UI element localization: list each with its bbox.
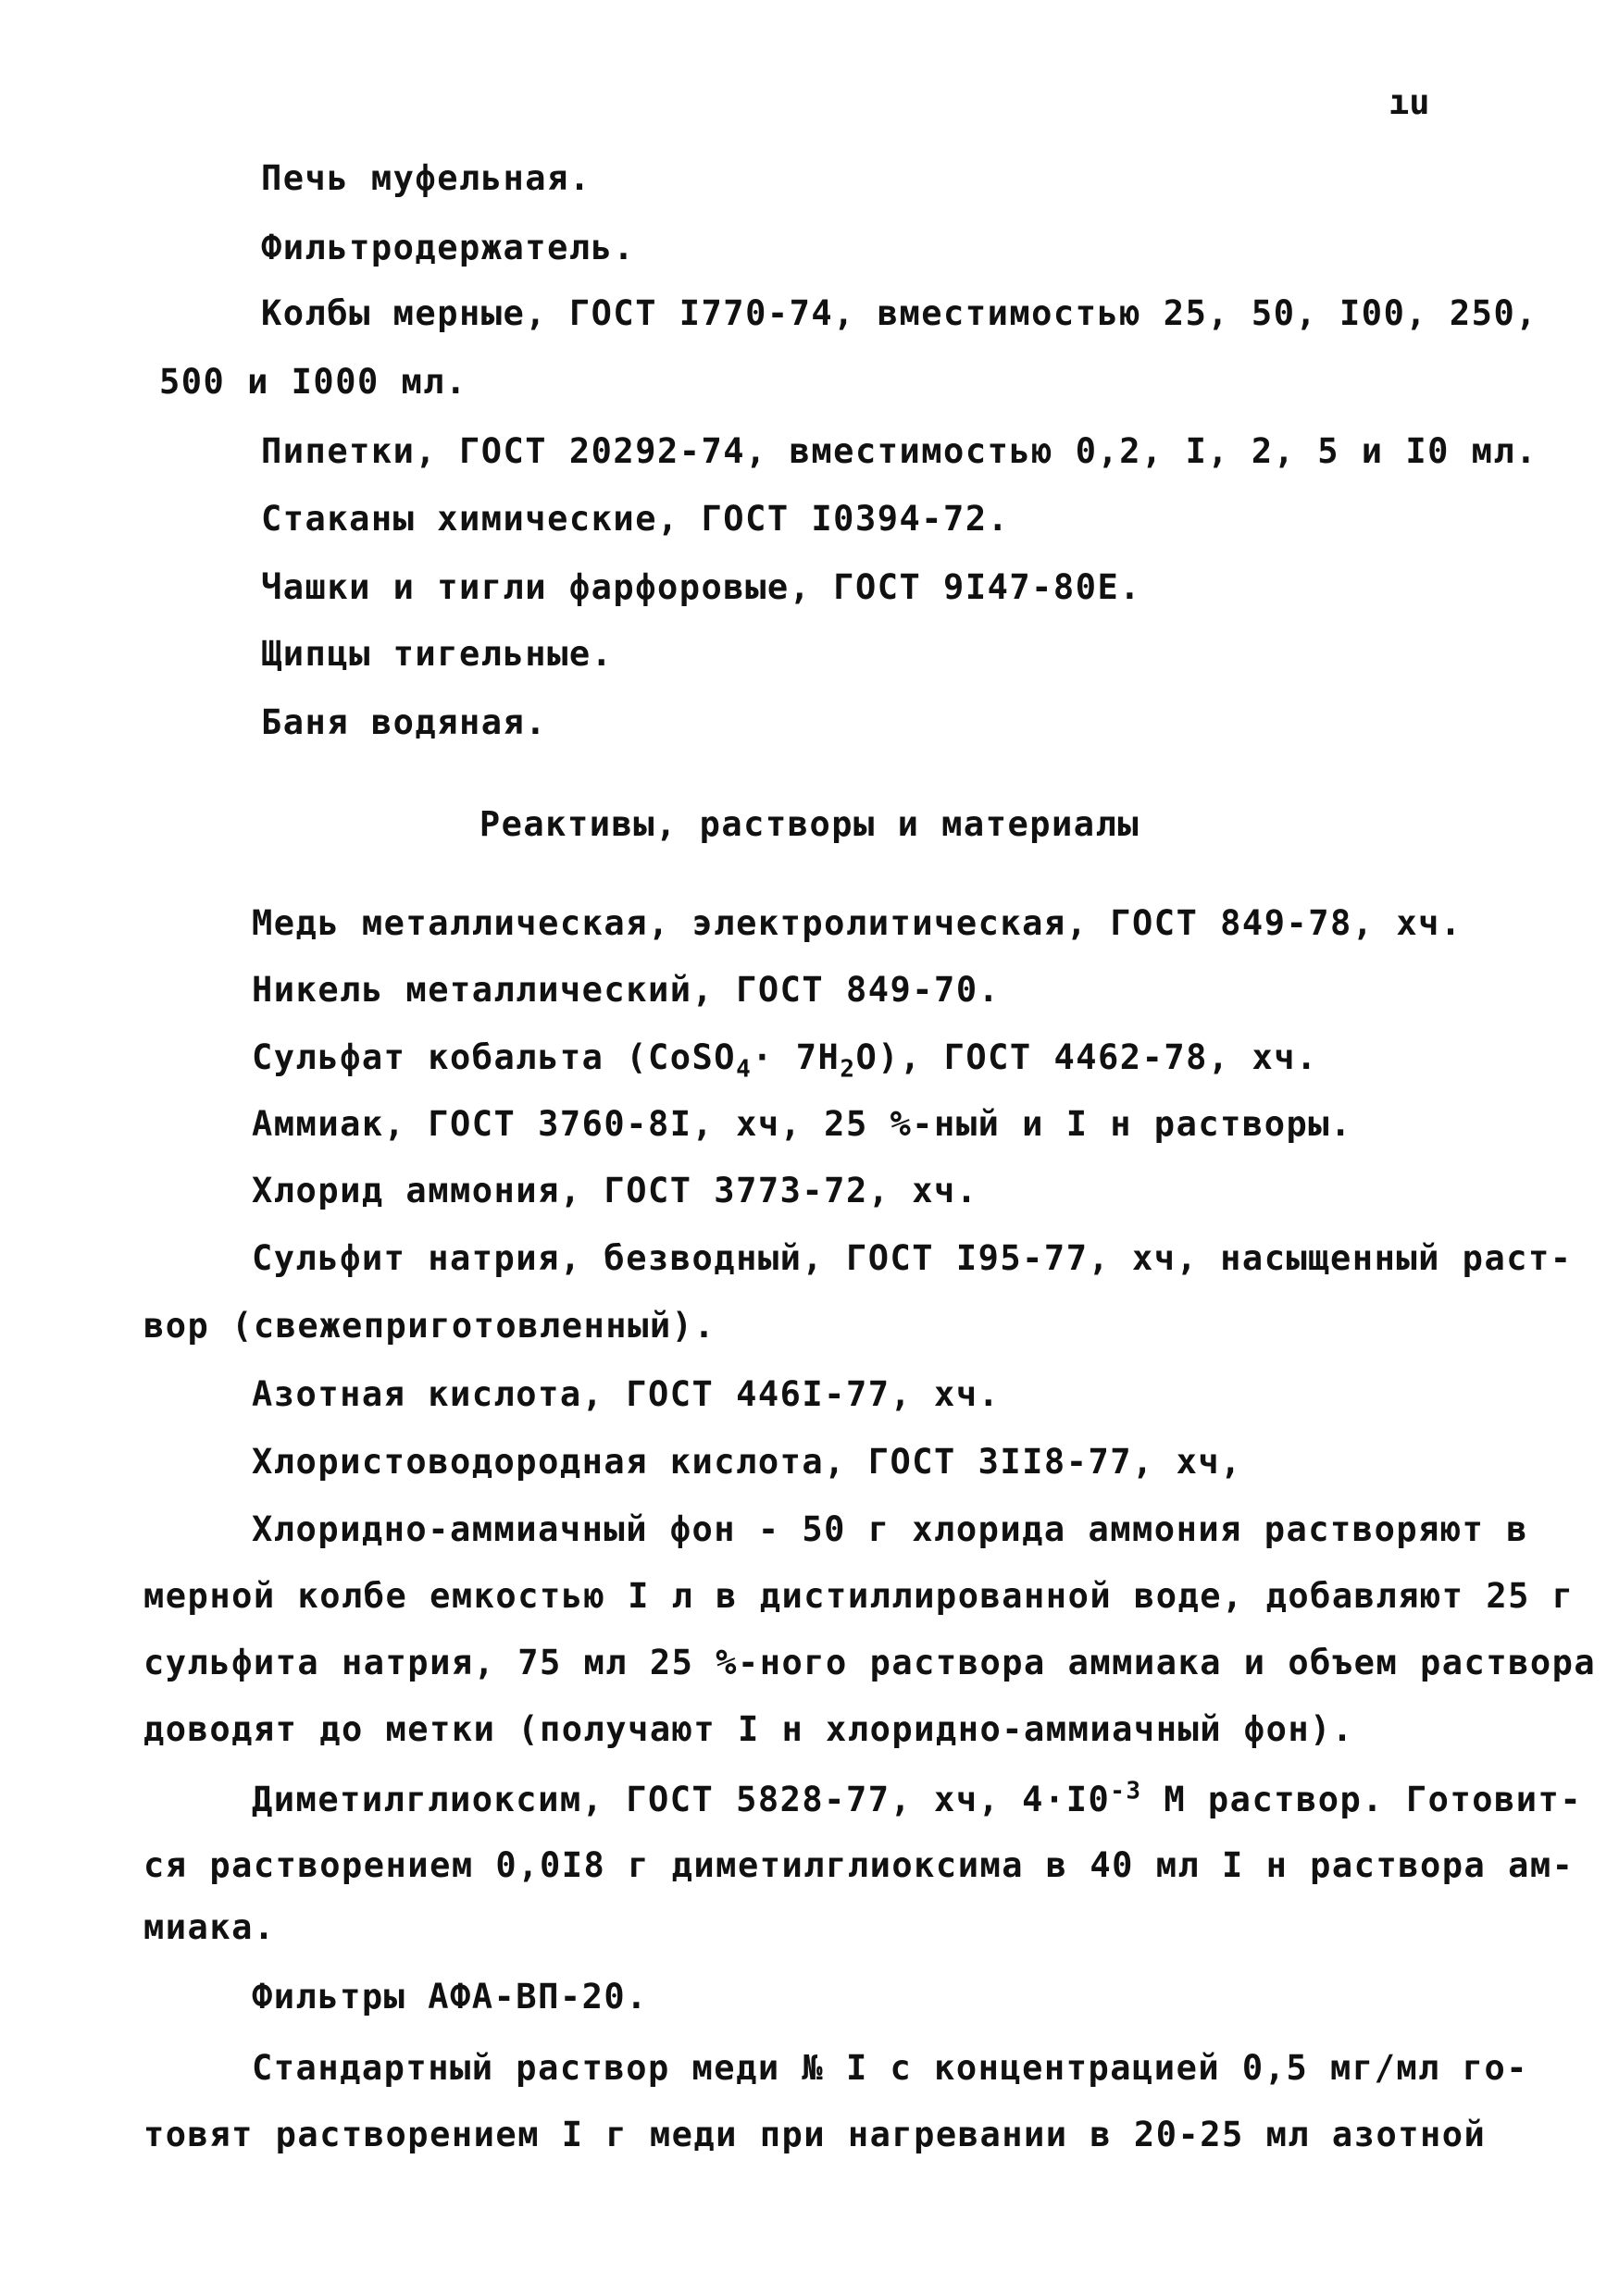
reagent-line-background-4: доводят до метки (получают I н хлоридно-аммиачный фон). [143, 1709, 1354, 1749]
equipment-line-beakers: Стаканы химические, ГОСТ I0394-72. [261, 499, 1010, 539]
reagent-dmg-part-a: Диметилглиоксим, ГОСТ 5828-77, хч, 4·I0 [252, 1780, 1111, 1819]
equipment-line-pipettes: Пипетки, ГОСТ 20292-74, вместимостью 0,2, I, 2, 5 и I0 мл. [261, 431, 1538, 471]
reagent-cobalt-part-b: · 7H [752, 1037, 841, 1077]
reagent-line-hydrochloric-acid: Хлористоводородная кислота, ГОСТ 3II8-77, хч, [252, 1442, 1242, 1482]
reagent-dmg-exponent: -3 [1110, 1777, 1142, 1806]
reagent-line-copper: Медь металлическая, электролитическая, ГОСТ 849-78, хч. [252, 903, 1463, 943]
reagent-line-background-1: Хлоридно-аммиачный фон - 50 г хлорида аммония растворяют в [252, 1509, 1529, 1549]
reagent-line-ammonium-chloride: Хлорид аммония, ГОСТ 3773-72, хч. [252, 1171, 978, 1210]
reagent-line-nickel: Никель металлический, ГОСТ 849-70. [252, 970, 1001, 1010]
reagent-line-dimethylglyoxime-1 [252, 1779, 1582, 1821]
reagent-cobalt-sub-2: 2 [840, 1055, 856, 1084]
equipment-line-flasks: Колбы мерные, ГОСТ I770-74, вместимостью 25, 50, I00, 250, [261, 293, 1538, 333]
reagent-line-nitric-acid: Азотная кислота, ГОСТ 446I-77, хч. [252, 1374, 1001, 1414]
equipment-line-flasks-cont: 500 и I000 мл. [159, 362, 467, 402]
equipment-line-water-bath: Баня водяная. [261, 702, 548, 742]
reagent-line-copper-standard-1: Стандартный раствор меди № I с концентрацией 0,5 мг/мл го- [252, 2048, 1529, 2088]
equipment-line-muffle-furnace: Печь муфельная. [261, 158, 592, 198]
reagent-cobalt-sub-4: 4 [736, 1055, 753, 1084]
equipment-line-filter-holder: Фильтродержатель. [261, 228, 636, 267]
equipment-line-crucibles: Чашки и тигли фарфоровые, ГОСТ 9I47-80Е. [261, 567, 1142, 607]
reagent-cobalt-part-c: O), ГОСТ 4462-78, хч. [855, 1037, 1318, 1077]
equipment-line-tongs: Щипцы тигельные. [261, 634, 614, 674]
reagent-line-background-2: мерной колбе емкостью I л в дистиллированной воде, добавляют 25 г [143, 1576, 1575, 1616]
reagent-line-copper-standard-2: товят растворением I г меди при нагревании в 20-25 мл азотной [143, 2115, 1487, 2154]
reagent-line-sodium-sulfite: Сульфит натрия, безводный, ГОСТ I95-77, хч, насыщенный раст- [252, 1238, 1573, 1278]
reagent-line-sodium-sulfite-cont: вор (свежеприготовленный). [143, 1306, 716, 1346]
reagent-line-filters: Фильтры АФА-ВП-20. [252, 1977, 648, 2017]
reagent-dmg-part-b: М раствор. Готовит- [1141, 1780, 1583, 1819]
page-number: ıu [1389, 82, 1430, 122]
reagent-line-dimethylglyoxime-3: миака. [143, 1907, 276, 1947]
reagent-line-background-3: сульфита натрия, 75 мл 25 %-ного раствора аммиака и объем раствора [143, 1643, 1597, 1682]
reagent-line-cobalt-sulfate [252, 1036, 1318, 1084]
reagent-cobalt-part-a: Сульфат кобальта (CoSO [252, 1037, 737, 1077]
reagent-line-ammonia: Аммиак, ГОСТ 3760-8I, хч, 25 %-ный и I н растворы. [252, 1104, 1352, 1144]
reagent-line-dimethylglyoxime-2: ся растворением 0,0I8 г диметилглиоксима в 40 мл I н раствора ам- [143, 1845, 1575, 1885]
section-heading: Реактивы, растворы и материалы [479, 804, 1140, 844]
